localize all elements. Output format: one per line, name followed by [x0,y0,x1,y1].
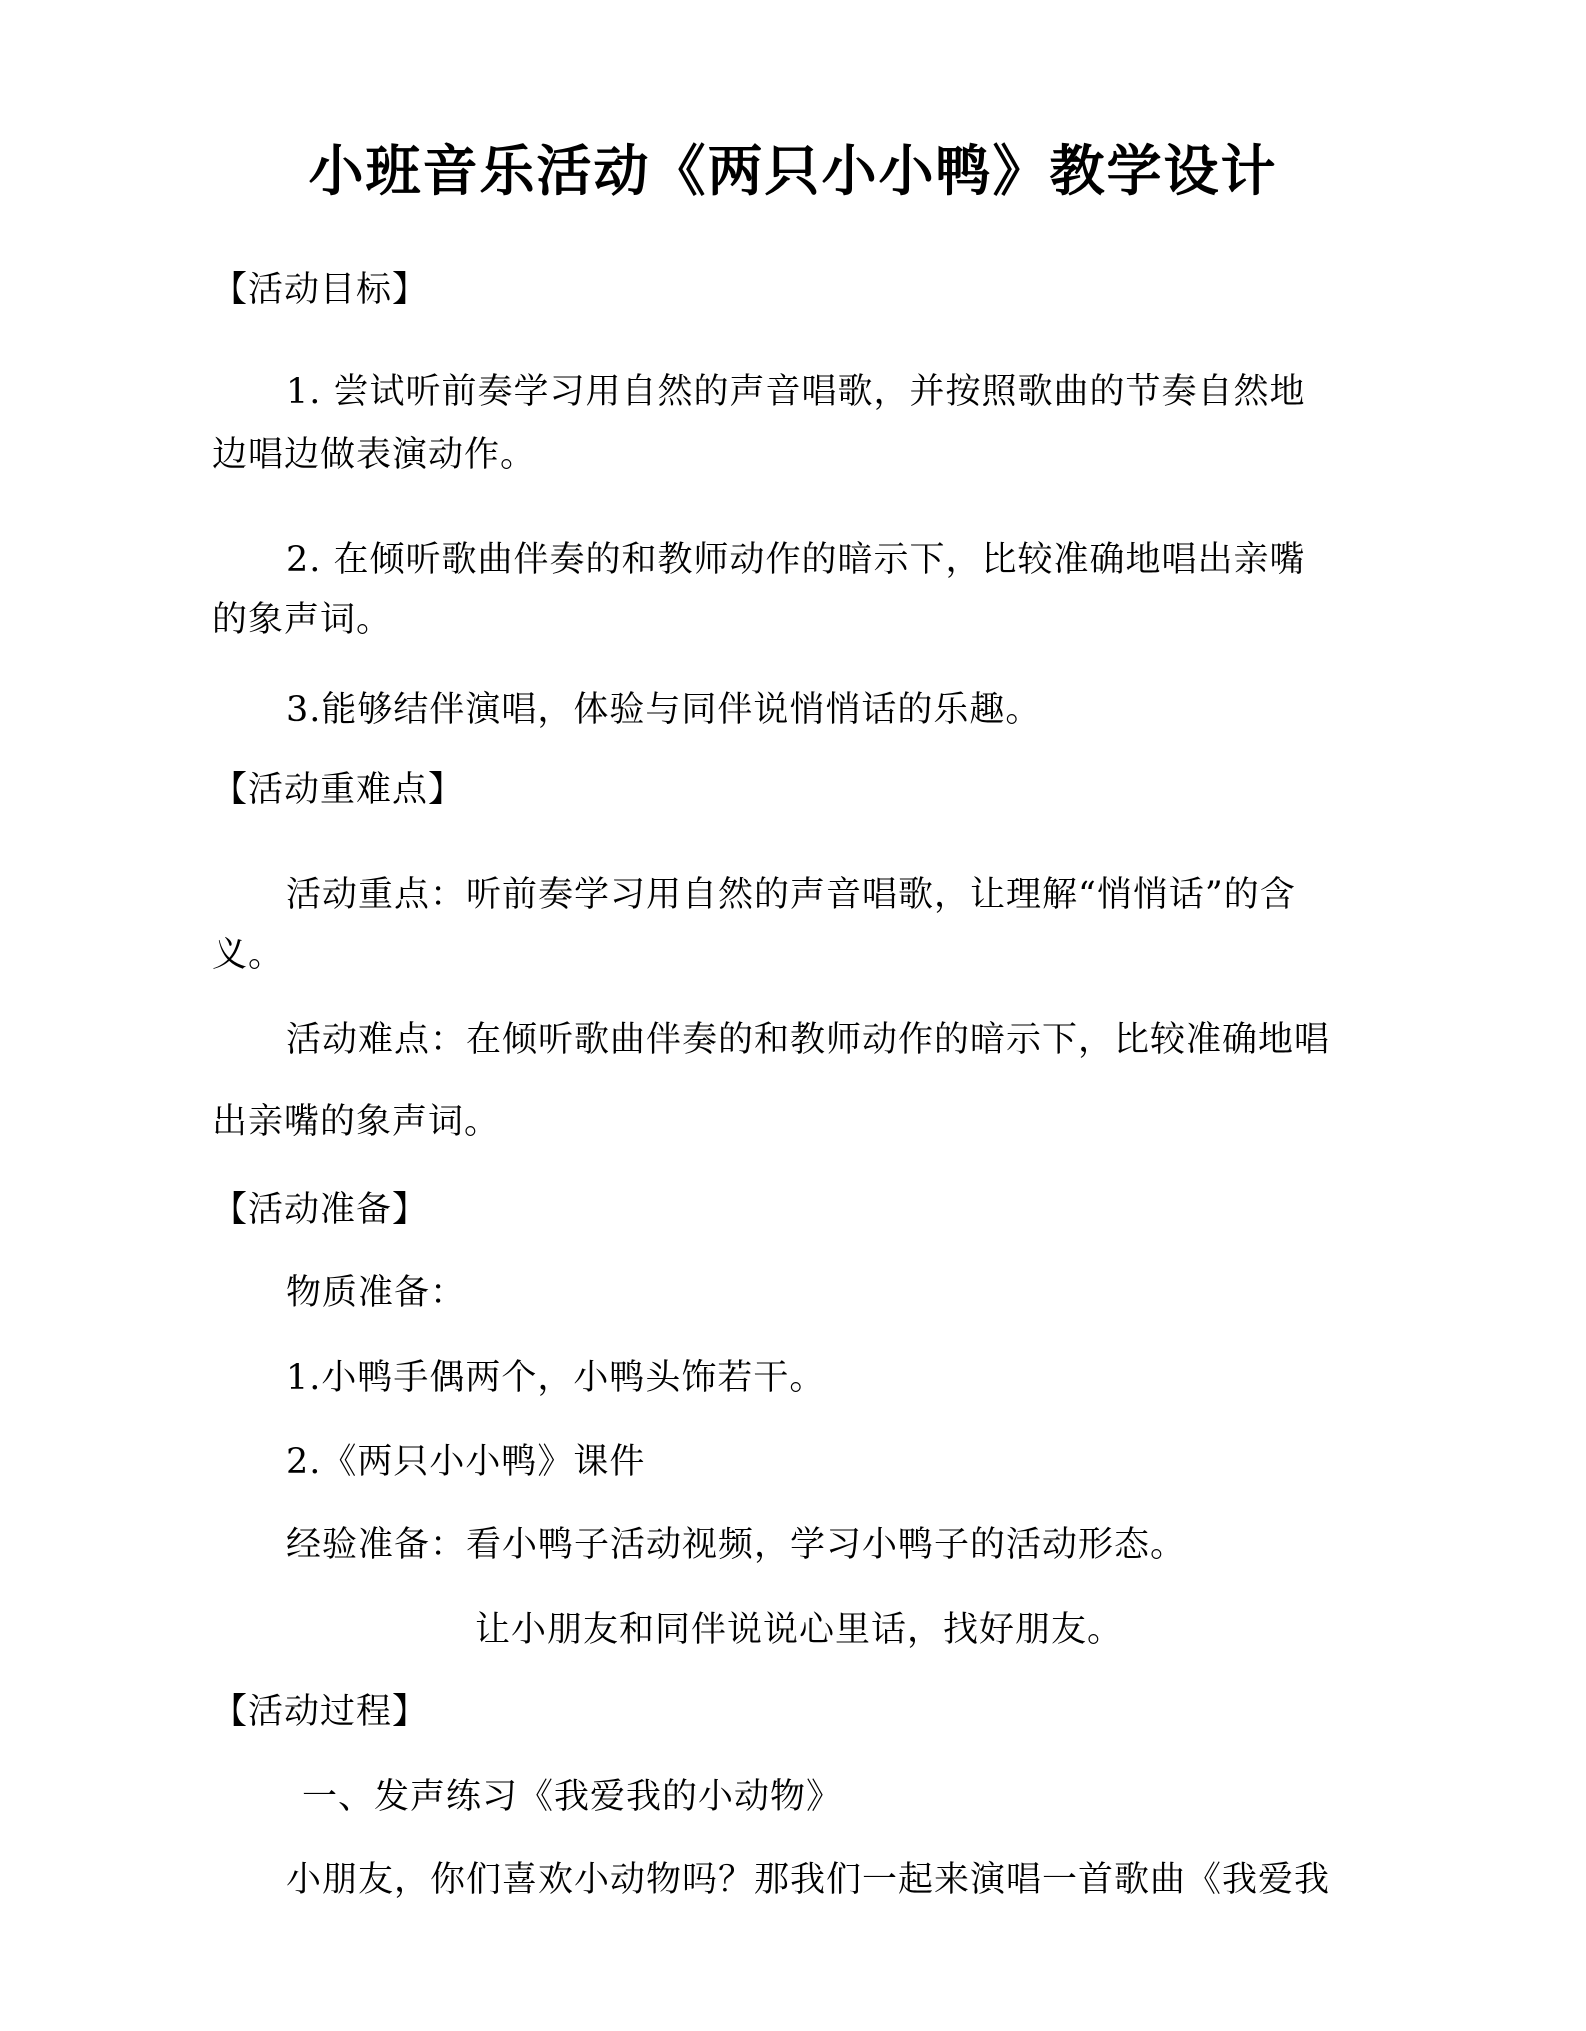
goal-item-2-line-1: 2. 在倾听歌曲伴奏的和教师动作的暗示下，比较准确地唱出亲嘴 [286,540,1306,580]
material-item-2: 2.《两只小小鸭》课件 [286,1442,646,1482]
section-heading-key-points: 【活动重难点】 [212,770,465,810]
goal-item-1-line-2: 边唱边做表演动作。 [212,435,537,475]
material-preparation-label: 物质准备： [286,1273,467,1313]
difficulty-point-line-1: 活动难点：在倾听歌曲伴奏的和教师动作的暗示下，比较准确地唱 [286,1020,1331,1060]
goal-item-3: 3.能够结伴演唱，体验与同伴说悄悄话的乐趣。 [286,690,1042,730]
section-heading-process: 【活动过程】 [212,1692,429,1732]
section-heading-goals: 【活动目标】 [212,270,429,310]
focus-point-line-2: 义。 [212,935,285,975]
goal-item-1-line-1: 1. 尝试听前奏学习用自然的声音唱歌，并按照歌曲的节奏自然地 [286,372,1306,412]
experience-preparation-line-1: 经验准备：看小鸭子活动视频，学习小鸭子的活动形态。 [286,1525,1187,1565]
document-title: 小班音乐活动《两只小小鸭》教学设计 [308,139,1278,203]
focus-point-line-1: 活动重点：听前奏学习用自然的声音唱歌，让理解“悄悄话”的含 [286,875,1296,915]
process-step-1-text: 小朋友，你们喜欢小动物吗？那我们一起来演唱一首歌曲《我爱我 [286,1860,1331,1900]
experience-preparation-line-2: 让小朋友和同伴说说心里话，找好朋友。 [475,1610,1124,1650]
section-heading-preparation: 【活动准备】 [212,1190,429,1230]
process-step-1-title: 一、发声练习《我爱我的小动物》 [302,1777,843,1817]
material-item-1: 1.小鸭手偶两个，小鸭头饰若干。 [286,1358,826,1398]
difficulty-point-line-2: 出亲嘴的象声词。 [212,1102,501,1142]
goal-item-2-line-2: 的象声词。 [212,600,393,640]
